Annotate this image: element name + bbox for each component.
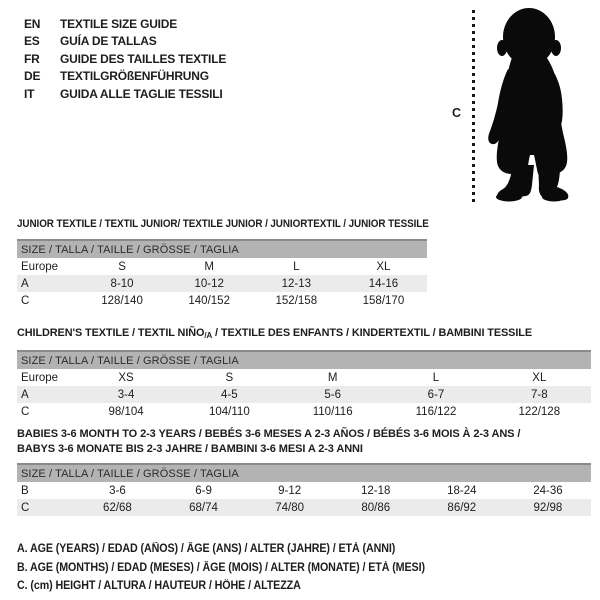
- row-label: Europe: [21, 260, 59, 273]
- table-cell: 104/110: [209, 405, 250, 418]
- table-cell: XL: [532, 371, 547, 384]
- babies-textile-section: [17, 427, 591, 516]
- table-cell: 128/140: [101, 294, 143, 307]
- table-cell: 3-6: [109, 484, 126, 497]
- table-cell: M: [204, 260, 214, 273]
- table-cell: 116/122: [415, 405, 457, 418]
- language-title: GUIDA ALLE TAGLIE TESSILI: [60, 86, 223, 101]
- babies-textile-table: [17, 463, 591, 516]
- title-subscript: /A: [204, 331, 213, 340]
- table-cell: 4-5: [221, 388, 238, 401]
- baby-foot-right: [542, 193, 566, 202]
- table-cell: 7-8: [531, 388, 548, 401]
- children-textile-table: [17, 350, 591, 420]
- language-title: GUÍA DE TALLAS: [60, 34, 157, 49]
- junior-textile-table: [17, 239, 427, 309]
- table-cell: 18-24: [447, 484, 477, 497]
- table-cell: 12-18: [361, 484, 391, 497]
- children-textile-section: [17, 326, 591, 420]
- table-cell: 68/74: [189, 501, 218, 514]
- title-text: / TEXTILE DES ENFANTS / KINDERTEXTIL / BAMBINI TESSILE: [212, 327, 533, 339]
- table-cell: XS: [118, 371, 134, 384]
- language-row-de: [24, 68, 226, 86]
- table-cell: 140/152: [188, 294, 230, 307]
- table-cell: 158/170: [362, 294, 405, 307]
- row-label: A: [21, 277, 29, 290]
- table-cell: 24-36: [533, 484, 563, 497]
- language-code: EN: [24, 16, 41, 31]
- table-cell: 8-10: [110, 277, 134, 290]
- footnote-b: B. AGE (MONTHS) / EDAD (MESES) / ÂGE (MOIS) / ALTER (MONATE) / ETÀ (MESI): [17, 561, 425, 574]
- table-cell: M: [327, 371, 338, 384]
- table-cell: L: [432, 371, 440, 384]
- language-row-it: [24, 85, 226, 103]
- row-label: C: [21, 405, 30, 418]
- language-title: GUIDE DES TAILLES TEXTILE: [60, 51, 227, 66]
- language-code: IT: [24, 86, 35, 101]
- size-header-label: SIZE / TALLA / TAILLE / GRÖSSE / TAGLIA: [17, 464, 591, 482]
- table-row: [17, 499, 591, 516]
- table-cell: 62/68: [103, 501, 132, 514]
- row-label: C: [21, 294, 30, 307]
- table-row: [17, 369, 591, 386]
- table-cell: 92/98: [533, 501, 563, 514]
- size-header-bar: [17, 464, 591, 482]
- row-label: Europe: [21, 371, 59, 384]
- height-measure-dotted-line: [472, 10, 475, 206]
- table-cell: 74/80: [275, 501, 305, 514]
- table-row: [17, 482, 591, 499]
- language-title: TEXTILE SIZE GUIDE: [60, 16, 178, 31]
- baby-head: [503, 8, 555, 66]
- size-header-bar: [17, 240, 427, 258]
- table-row: [17, 275, 427, 292]
- table-row: [17, 292, 427, 309]
- table-row: [17, 386, 591, 403]
- language-title: TEXTILGRÖßENFÜHRUNG: [60, 69, 209, 84]
- table-cell: XL: [376, 260, 391, 273]
- height-measure-label: C: [452, 106, 462, 120]
- language-code: FR: [24, 51, 40, 66]
- footnote-c: C. (cm) HEIGHT / ALTURA / HAUTEUR / HÖHE / ALTEZZA: [17, 580, 301, 592]
- language-code: DE: [24, 69, 41, 84]
- table-cell: 122/128: [518, 405, 561, 418]
- babies-textile-title-line2: BABYS 3-6 MONATE BIS 2-3 JAHRE / BAMBINI 3-6 MESI A 2-3 ANNI: [17, 443, 363, 455]
- table-row: [17, 258, 427, 275]
- size-header-label: SIZE / TALLA / TAILLE / GRÖSSE / TAGLIA: [17, 351, 591, 369]
- table-cell: 98/104: [108, 405, 144, 418]
- table-cell: 6-7: [427, 388, 445, 401]
- table-cell: 14-16: [368, 277, 399, 290]
- table-cell: S: [118, 260, 126, 273]
- table-cell: 86/92: [447, 501, 477, 514]
- baby-ear-right: [551, 40, 561, 56]
- junior-textile-section: [17, 217, 427, 309]
- language-row-fr: [24, 50, 226, 68]
- size-header-bar: [17, 351, 591, 369]
- children-textile-title: [17, 326, 585, 343]
- table-cell: 12-13: [281, 277, 312, 290]
- table-cell: S: [225, 371, 234, 384]
- baby-ear-left: [497, 40, 507, 56]
- table-cell: L: [293, 260, 300, 273]
- table-cell: 110/116: [312, 405, 353, 418]
- footnote-a: A. AGE (YEARS) / EDAD (AÑOS) / ÂGE (ANS) / ALTER (JAHRE) / ETÀ (ANNI): [17, 543, 396, 555]
- title-text: CHILDREN'S TEXTILE / TEXTIL NIÑO: [17, 327, 205, 339]
- footnotes: [17, 540, 456, 596]
- table-cell: 6-9: [195, 484, 212, 497]
- table-cell: 5-6: [324, 388, 341, 401]
- table-row: [17, 403, 591, 420]
- junior-textile-title: JUNIOR TEXTILE / TEXTIL JUNIOR/ TEXTILE JUNIOR / JUNIORTEXTIL / JUNIOR TESSILE: [17, 218, 429, 230]
- table-cell: 80/86: [361, 501, 391, 514]
- language-row-es: [24, 33, 226, 51]
- language-code: ES: [24, 34, 40, 49]
- baby-silhouette-image: [482, 6, 588, 208]
- baby-foot-left: [496, 193, 522, 202]
- row-label: B: [21, 484, 29, 497]
- table-cell: 9-12: [278, 484, 302, 497]
- row-label: C: [21, 501, 30, 514]
- language-list: [24, 15, 226, 103]
- table-cell: 10-12: [194, 277, 224, 290]
- row-label: A: [21, 388, 29, 401]
- table-cell: 3-4: [117, 388, 135, 401]
- babies-textile-title-line1: BABIES 3-6 MONTH TO 2-3 YEARS / BEBÉS 3-6 MESES A 2-3 AÑOS / BÉBÉS 3-6 MOIS À 2-3 ANS /: [17, 428, 521, 440]
- size-header-label: SIZE / TALLA / TAILLE / GRÖSSE / TAGLIA: [17, 240, 427, 258]
- language-row-en: [24, 15, 226, 33]
- table-cell: 152/158: [275, 294, 318, 307]
- baby-hand-right: [549, 118, 561, 134]
